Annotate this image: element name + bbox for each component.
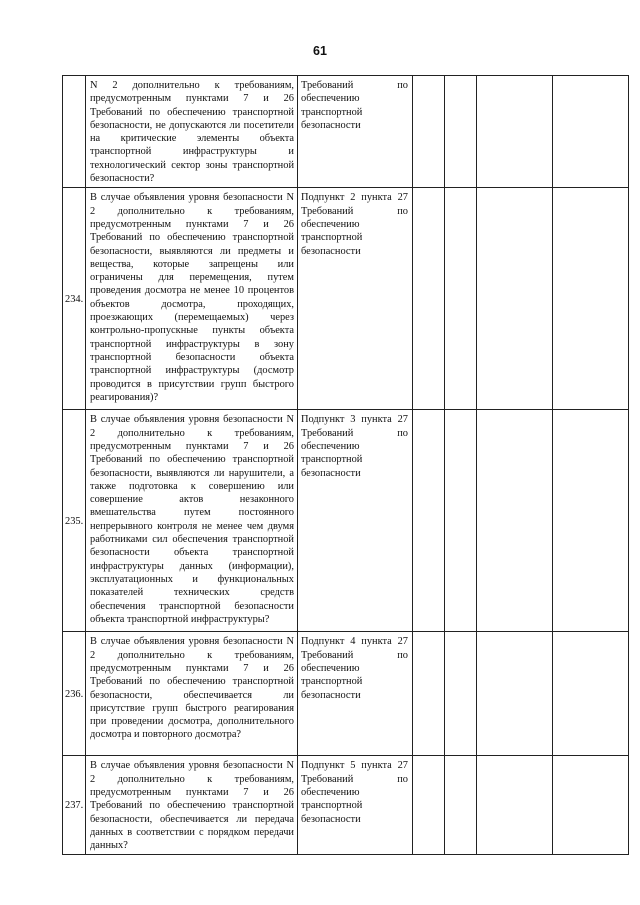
row-number: 234. (63, 188, 86, 410)
checklist-table (62, 75, 629, 855)
empty-cell (553, 188, 629, 410)
question-cell: В случае объявления уровня безопасности N 2 дополнительно к требованиям, предусмотренным пунктами 7 и 26 Требований по обеспечению транспортной безопасности, выявляются ли нарушители, а также подготовка к совершению или совершение актов незаконного вмешательства путем постоянного непрерывного контроля не менее чем двумя работниками сил обеспечения транспортной безопасности объекта транспортной инфраструктуры данных (информации), эксплуатационных и функциональных показателей технических средств обеспечения транспортной безопасности объекта транспортной инфраструктуры? (86, 410, 298, 632)
empty-cell (553, 410, 629, 632)
empty-cell (445, 188, 477, 410)
empty-cell (477, 632, 553, 756)
empty-cell (413, 410, 445, 632)
row-number (63, 76, 86, 188)
table-row (63, 756, 629, 855)
page-number: 61 (313, 44, 327, 58)
reference-cell: Подпункт 2 пункта 27 Требований по обеспечению транспортной безопасности (298, 188, 413, 410)
empty-cell (445, 410, 477, 632)
question-cell: В случае объявления уровня безопасности N 2 дополнительно к требованиям, предусмотренным пунктами 7 и 26 Требований по обеспечению транспортной безопасности, обеспечивается ли присутствие групп быстрого реагирования при проведении досмотра, дополнительного досмотра и повторного досмотра? (86, 632, 298, 756)
empty-cell (477, 188, 553, 410)
row-number: 235. (63, 410, 86, 632)
empty-cell (553, 632, 629, 756)
empty-cell (413, 188, 445, 410)
question-cell: В случае объявления уровня безопасности N 2 дополнительно к требованиям, предусмотренным пунктами 7 и 26 Требований по обеспечению транспортной безопасности, выявляются ли предметы и вещества, которые запрещены или ограничены для перемещения, путем проведения досмотра не менее 10 процентов объектов досмотра, проходящих, проезжающих (перемещаемых) через контрольно-пропускные пункты объекта транспортной инфраструктуры в зону транспортной безопасности объекта транспортной инфраструктуры (досмотр проводится в присутствии групп быстрого реагирования)? (86, 188, 298, 410)
empty-cell (553, 756, 629, 855)
question-cell: N 2 дополнительно к требованиям, предусмотренным пунктами 7 и 26 Требований по обеспечению транспортной безопасности, не допускаются ли посетители на критические элементы объекта транспортной инфраструктуры и технологический сектор зоны транспортной безопасности? (86, 76, 298, 188)
question-cell: В случае объявления уровня безопасности N 2 дополнительно к требованиям, предусмотренным пунктами 7 и 26 Требований по обеспечению транспортной безопасности, обеспечивается ли передача данных в соответствии с порядком передачи данных? (86, 756, 298, 855)
empty-cell (553, 76, 629, 188)
table-row (63, 632, 629, 756)
empty-cell (413, 76, 445, 188)
table-row (63, 410, 629, 632)
empty-cell (413, 756, 445, 855)
reference-cell: Подпункт 3 пункта 27 Требований по обеспечению транспортной безопасности (298, 410, 413, 632)
empty-cell (413, 632, 445, 756)
table-row (63, 188, 629, 410)
empty-cell (477, 756, 553, 855)
reference-cell: Подпункт 4 пункта 27 Требований по обеспечению транспортной безопасности (298, 632, 413, 756)
empty-cell (445, 632, 477, 756)
table-row (63, 76, 629, 188)
empty-cell (477, 76, 553, 188)
empty-cell (477, 410, 553, 632)
reference-cell: Требований по обеспечению транспортной безопасности (298, 76, 413, 188)
reference-cell: Подпункт 5 пункта 27 Требований по обеспечению транспортной безопасности (298, 756, 413, 855)
empty-cell (445, 756, 477, 855)
empty-cell (445, 76, 477, 188)
row-number: 236. (63, 632, 86, 756)
row-number: 237. (63, 756, 86, 855)
